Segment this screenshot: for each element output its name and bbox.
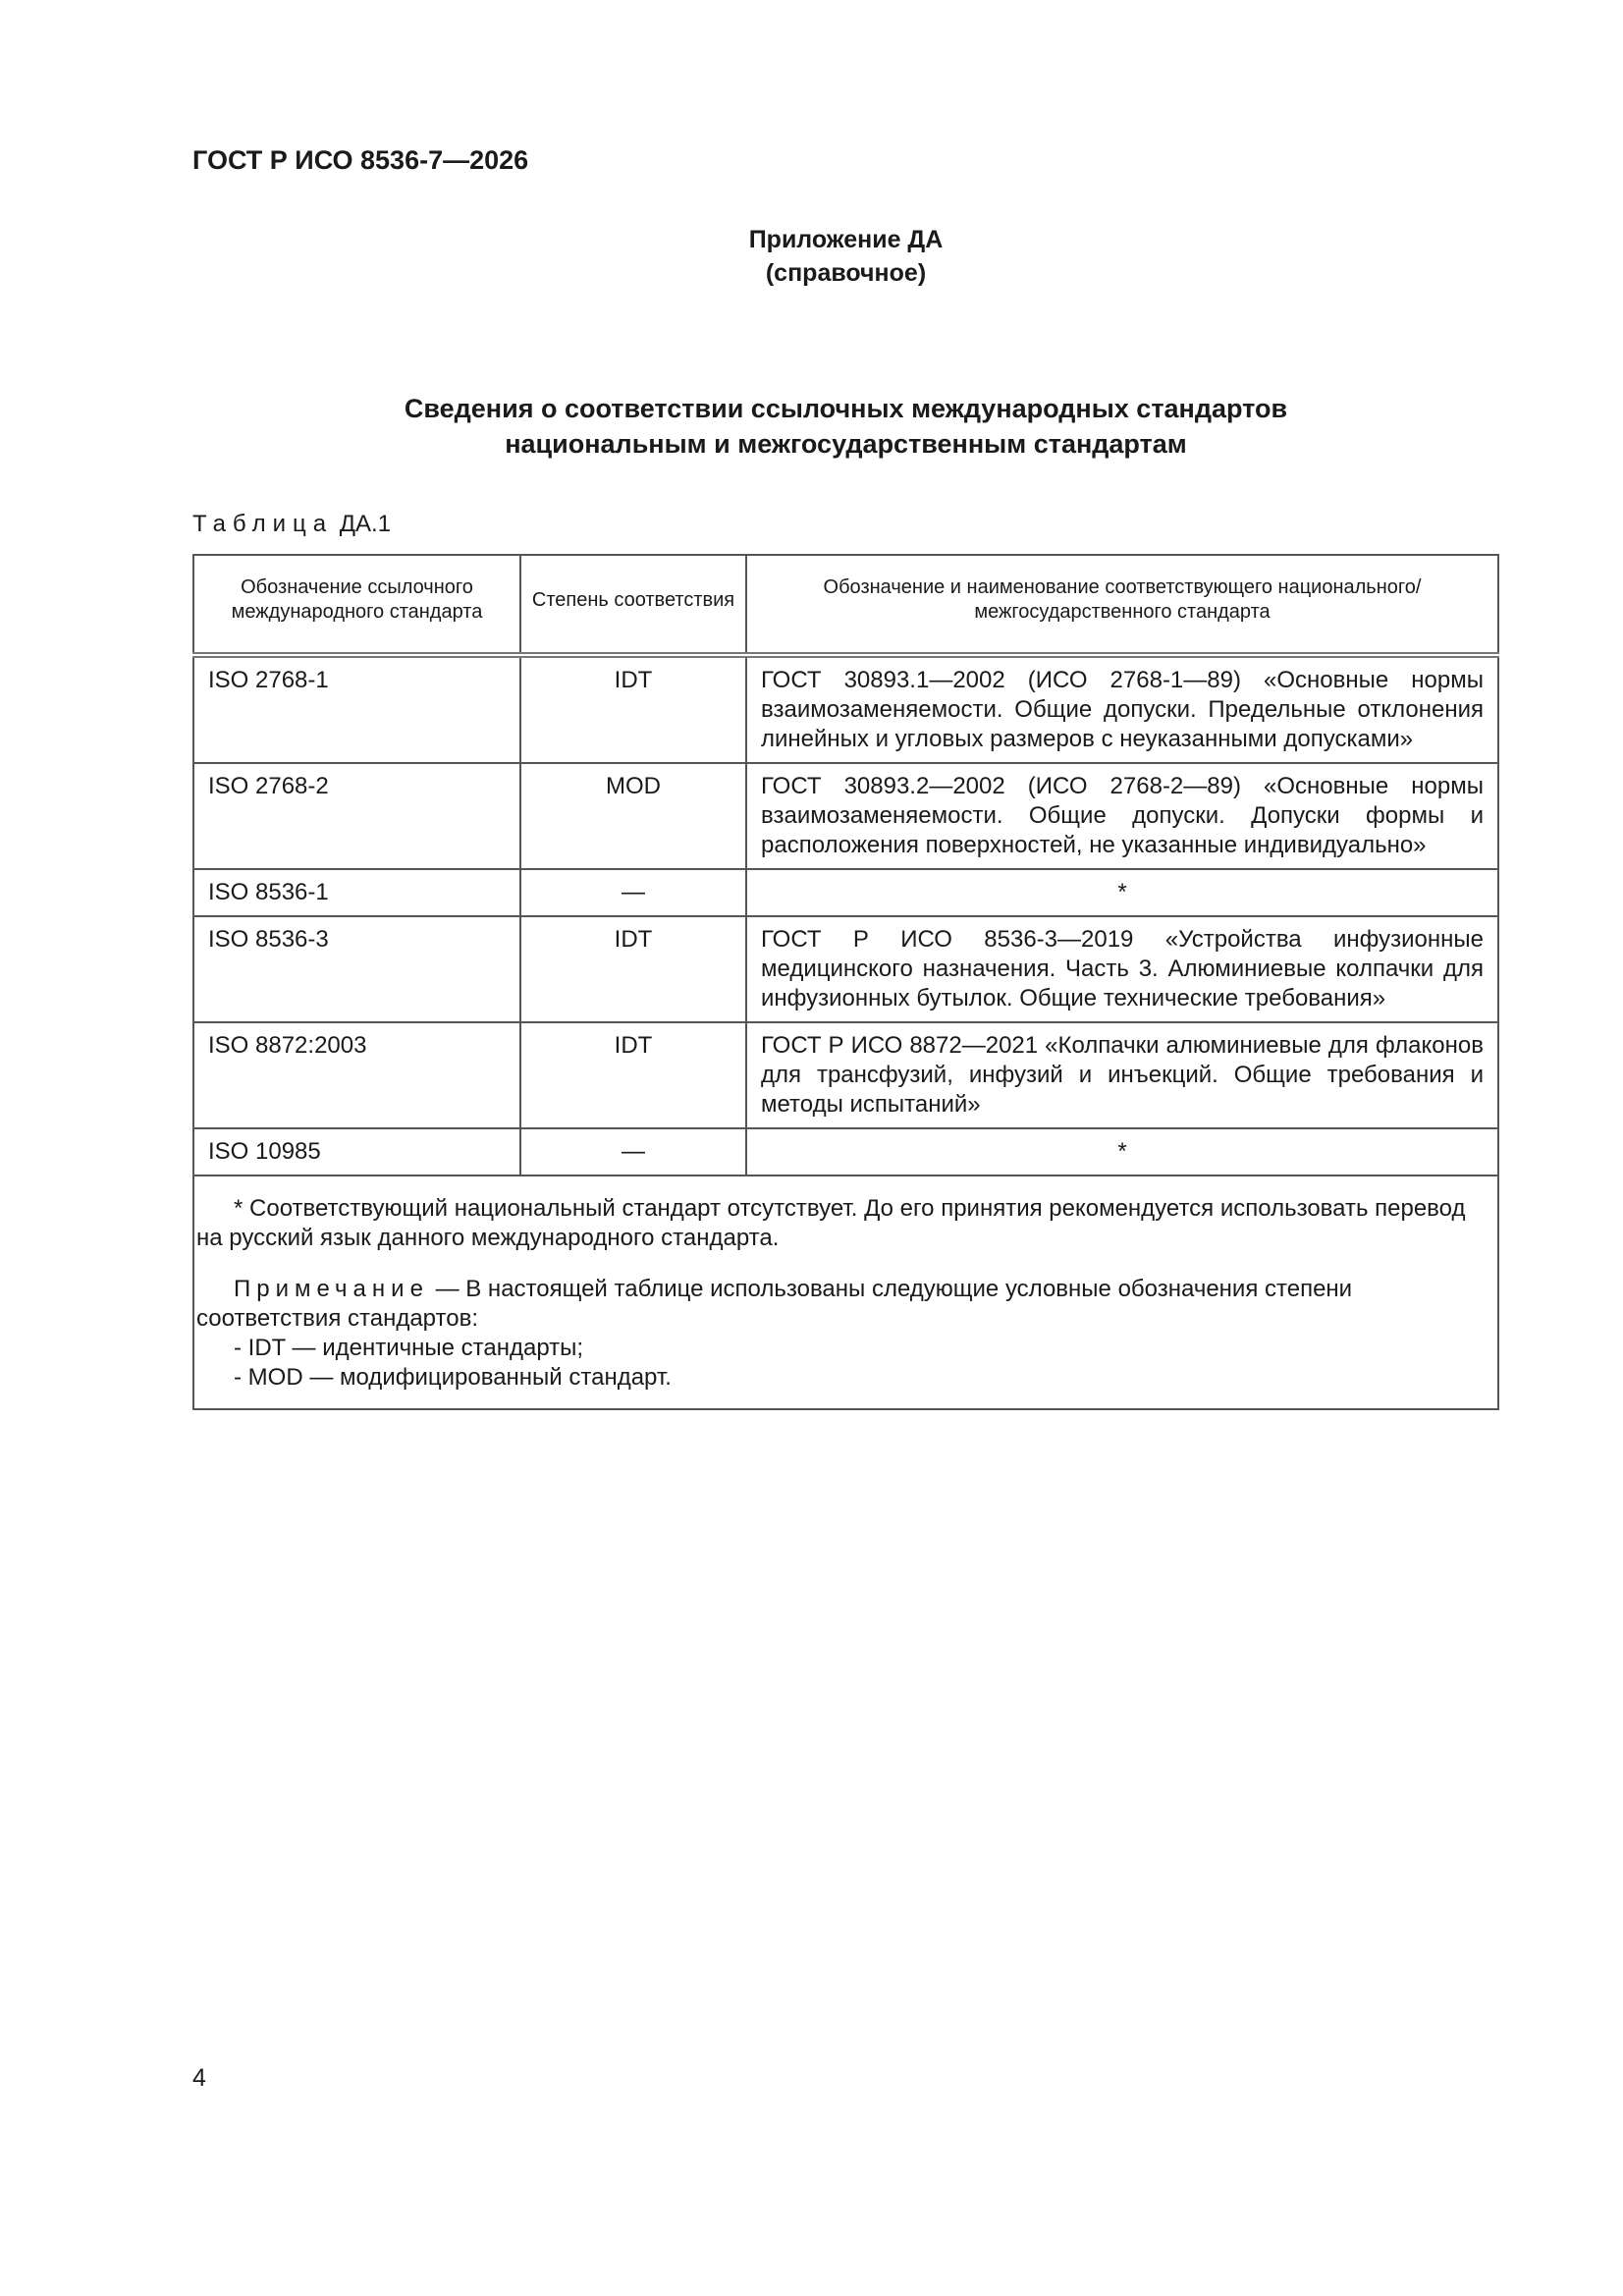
document-code: ГОСТ Р ИСО 8536-7—2026: [192, 145, 529, 175]
table-row: [193, 1128, 1498, 1175]
cell-ref: ISO 2768-1: [193, 655, 520, 763]
page-number: 4: [192, 2064, 206, 2092]
cell-degree: —: [520, 869, 746, 916]
appendix-title: Приложение ДА: [748, 226, 944, 253]
table-row: [193, 1022, 1498, 1128]
cell-ref: ISO 8536-3: [193, 916, 520, 1022]
legend-item: - MOD — модифицированный стандарт.: [234, 1364, 672, 1391]
cell-national: ГОСТ 30893.1—2002 (ИСО 2768-1—89) «Основные нормы взаимозаменяемости. Общие допуски. Предельные отклонения линейных и угловых размеров с неуказанными допусками»: [746, 655, 1498, 763]
header-ref-standard: Обозначение ссылочного международного стандарта: [193, 555, 520, 655]
cell-national: *: [746, 1128, 1498, 1175]
table-row: [193, 869, 1498, 916]
table-row: [193, 763, 1498, 869]
cell-degree: IDT: [520, 655, 746, 763]
section-title-line1: Сведения о соответствии ссылочных международных стандартов: [404, 394, 1288, 423]
cell-degree: MOD: [520, 763, 746, 869]
cell-national: *: [746, 869, 1498, 916]
table-caption: [192, 511, 391, 538]
cell-degree: IDT: [520, 1022, 746, 1128]
table-caption-number: ДА.1: [339, 511, 392, 537]
table-note: [196, 1275, 1495, 1334]
note-label: Примечание: [234, 1276, 429, 1302]
cell-degree: —: [520, 1128, 746, 1175]
appendix-subtitle: (справочное): [765, 259, 927, 287]
legend-item: - IDT — идентичные стандарты;: [234, 1335, 584, 1361]
cell-degree: IDT: [520, 916, 746, 1022]
cell-ref: ISO 8536-1: [193, 869, 520, 916]
header-national-standard: Обозначение и наименование соответствующего национального/ межгосударственного стандарта: [746, 555, 1498, 655]
section-title-line2: национальным и межгосударственным стандартам: [505, 429, 1187, 459]
cell-ref: ISO 8872:2003: [193, 1022, 520, 1128]
table-footnote: * Соответствующий национальный стандарт отсутствует. До его принятия рекомендуется использовать перевод на русский язык данного международного стандарта.: [196, 1195, 1466, 1251]
correspondence-table: [192, 554, 1499, 1410]
cell-ref: ISO 10985: [193, 1128, 520, 1175]
cell-ref: ISO 2768-2: [193, 763, 520, 869]
cell-national: ГОСТ Р ИСО 8872—2021 «Колпачки алюминиевые для флаконов для трансфузий, инфузий и инъекций. Общие требования и методы испытаний»: [746, 1022, 1498, 1128]
header-degree: Степень соответствия: [520, 555, 746, 655]
table-caption-label: Таблица: [192, 511, 334, 537]
table-header-row: [193, 555, 1498, 655]
cell-national: ГОСТ 30893.2—2002 (ИСО 2768-2—89) «Основные нормы взаимозаменяемости. Общие допуски. Допуски формы и расположения поверхностей, не указанные индивидуально»: [746, 763, 1498, 869]
appendix-heading: [0, 223, 1623, 290]
note-text: — В настоящей таблице использованы следующие условные обозначения степени соответствия стандартов:: [196, 1276, 1353, 1332]
cell-national: ГОСТ Р ИСО 8536-3—2019 «Устройства инфузионные медицинского назначения. Часть 3. Алюминиевые колпачки для инфузионных бутылок. Общие технические требования»: [746, 916, 1498, 1022]
section-title: [0, 391, 1623, 462]
table-footer-row: [193, 1175, 1498, 1409]
table-row: [193, 655, 1498, 763]
table-row: [193, 916, 1498, 1022]
table-footer: [193, 1175, 1498, 1409]
